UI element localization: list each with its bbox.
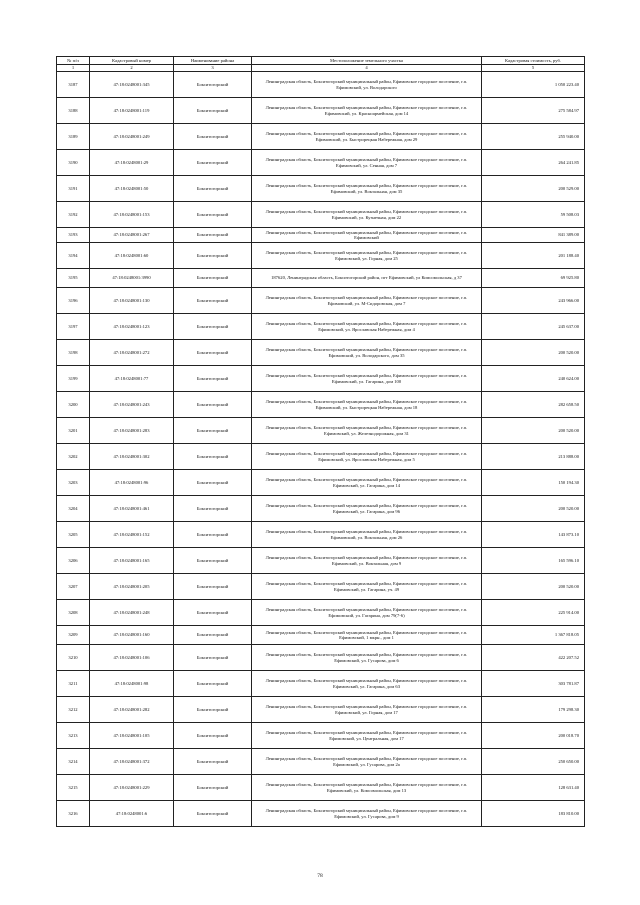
cadastral-number: 47:18:0248001:119 [90,98,174,124]
parcel-location: Ленинградская область, Бокситогорский муниципальный район, Ефимовское городское поселение, г.п. Ефимовский, ул. Гагарина, дом 79(7-6) [252,600,482,626]
district-name: Бокситогорский [174,150,252,176]
row-number: 3205 [57,522,90,548]
district-name: Бокситогорский [174,72,252,98]
cadastral-number: 47:18:0248001:123 [90,314,174,340]
cadastral-value: 200 529.00 [482,176,585,202]
row-number: 3196 [57,288,90,314]
row-number: 3211 [57,671,90,697]
row-number: 3195 [57,269,90,288]
parcel-location: Ленинградская область, Бокситогорский муниципальный район, Ефимовское городское поселение, г.п. Ефимовский, ул. Железнодорожная, дом 31 [252,418,482,444]
cadastral-value: 282 658.50 [482,392,585,418]
row-number: 3202 [57,444,90,470]
table-row [57,366,585,392]
table-row [57,749,585,775]
cadastral-value-table [56,56,585,827]
table-row [57,775,585,801]
parcel-location: Ленинградская область, Бокситогорский муниципальный район, Ефимовское городское поселение, г.п. Ефимовский, ул. Гагарина, дом 63 [252,671,482,697]
page-number: 78 [317,873,323,879]
parcel-location: Ленинградская область, Бокситогорский муниципальный район, Ефимовское городское поселение, г.п. Ефимовский, ул. Красноармейская, дом 14 [252,98,482,124]
district-name: Бокситогорский [174,775,252,801]
district-name: Бокситогорский [174,124,252,150]
cadastral-number: 47:18:0248001:160 [90,626,174,645]
district-name: Бокситогорский [174,228,252,243]
parcel-location: Ленинградская область, Бокситогорский муниципальный район, Ефимовское городское поселение, г.п. Ефимовский, ул. Гагарина, дом 96 [252,496,482,522]
cadastral-number: 47:18:0248001:302 [90,444,174,470]
table-row [57,314,585,340]
parcel-location: Ленинградская область, Бокситогорский муниципальный район, Ефимовское городское поселение, г.п. Ефимовский, ул. Вокзальная, дом 9 [252,548,482,574]
district-name: Бокситогорский [174,626,252,645]
cadastral-value: 213 888.00 [482,444,585,470]
parcel-location: Ленинградская область, Бокситогорский муниципальный район, Ефимовское городское поселение, г.п. Ефимовский, ул. Володарского [252,72,482,98]
header-cadastral-number: Кадастровый номер [90,57,174,65]
parcel-location: Ленинградская область, Бокситогорский муниципальный район, Ефимовское городское поселение, г.п. Ефимовский, ул. Гусарова, дом 2а [252,749,482,775]
parcel-location: Ленинградская область, Бокситогорский муниципальный район, Ефимовское городское поселение, г.п. Ефимовский, ул. Горная, дом 17 [252,697,482,723]
cadastral-number: 47:18:0248001:60 [90,243,174,269]
cadastral-value: 255 940.00 [482,124,585,150]
parcel-location: Ленинградская область, Бокситогорский муниципальный район, Ефимовское городское поселение, г.п. Ефимовский, ул. Ярославская Набережная, дом 5 [252,444,482,470]
row-number: 3208 [57,600,90,626]
cadastral-value: 250 650.00 [482,749,585,775]
cadastral-number: 47:18:0248001:29 [90,150,174,176]
row-number: 3213 [57,723,90,749]
table-row [57,671,585,697]
parcel-location: Ленинградская область, Бокситогорский муниципальный район, Ефимовское городское поселение, г.п. Ефимовский, ул. Гагарина, дом 14 [252,470,482,496]
parcel-location: Ленинградская область, Бокситогорский муниципальный район, Ефимовское городское поселение, г.п. Ефимовский, ул. Ярославская Набережная, дом 4 [252,314,482,340]
row-number: 3216 [57,801,90,827]
column-number-3: 3 [174,65,252,72]
table-row [57,470,585,496]
parcel-location: Ленинградская область, Бокситогорский муниципальный район, Ефимовское городское поселение, г.п. Ефимовский, ул. Гусарова, дом 6 [252,645,482,671]
row-number: 3198 [57,340,90,366]
cadastral-number: 47:18:0248001:96 [90,470,174,496]
cadastral-value: 200 520.00 [482,574,585,600]
cadastral-value: 1 367 818.05 [482,626,585,645]
cadastral-value: 303 781.87 [482,671,585,697]
row-number: 3188 [57,98,90,124]
cadastral-number: 47:18:0248001:50 [90,176,174,202]
column-number-row [57,65,585,72]
row-number: 3201 [57,418,90,444]
cadastral-number: 47:18:0248001:153 [90,202,174,228]
table-row [57,98,585,124]
header-location: Местоположение земельного участка [252,57,482,65]
row-number: 3209 [57,626,90,645]
table-row [57,723,585,749]
row-number: 3190 [57,150,90,176]
row-number: 3215 [57,775,90,801]
header-district-name: Наименование района [174,57,252,65]
district-name: Бокситогорский [174,243,252,269]
table-row [57,600,585,626]
row-number: 3199 [57,366,90,392]
district-name: Бокситогорский [174,288,252,314]
cadastral-number: 47:18:0248001:372 [90,749,174,775]
parcel-location: 187620, Ленинградская область, Бокситогорский район, пгт Ефимовский, ул Комсомольская, д 37 [252,269,482,288]
cadastral-value: 200 018.70 [482,723,585,749]
cadastral-value: 225 914.00 [482,600,585,626]
cadastral-value: 240 624.00 [482,366,585,392]
table-row [57,124,585,150]
table-row [57,645,585,671]
row-number: 3206 [57,548,90,574]
district-name: Бокситогорский [174,470,252,496]
cadastral-value: 243 966.00 [482,288,585,314]
district-name: Бокситогорский [174,671,252,697]
cadastral-value: 128 631.40 [482,775,585,801]
cadastral-value: 200 520.00 [482,496,585,522]
cadastral-number: 47:18:0248001:243 [90,392,174,418]
row-number: 3193 [57,228,90,243]
cadastral-value: 245 637.00 [482,314,585,340]
row-number: 3191 [57,176,90,202]
district-name: Бокситогорский [174,801,252,827]
table-row [57,626,585,645]
cadastral-value: 183 810.00 [482,801,585,827]
district-name: Бокситогорский [174,574,252,600]
row-number: 3210 [57,645,90,671]
table-row [57,392,585,418]
cadastral-number: 47:18:0248001:267 [90,228,174,243]
district-name: Бокситогорский [174,366,252,392]
cadastral-number: 47:18:0248001:345 [90,72,174,98]
cadastral-number: 47:18:0248001:106 [90,645,174,671]
cadastral-number: 47:18:0248001:6 [90,801,174,827]
table-row [57,243,585,269]
cadastral-value: 200 520.00 [482,340,585,366]
parcel-location: Ленинградская область, Бокситогорский муниципальный район, Ефимовское городское поселение, г.п. Ефимовский, ул. Центральная, дом 17 [252,723,482,749]
district-name: Бокситогорский [174,522,252,548]
header-row [57,57,585,65]
cadastral-number: 47:18:0248001:98 [90,671,174,697]
cadastral-value: 165 596.10 [482,548,585,574]
cadastral-value: 150 194.30 [482,470,585,496]
cadastral-value: 179 298.30 [482,697,585,723]
district-name: Бокситогорский [174,340,252,366]
row-number: 3214 [57,749,90,775]
cadastral-value: 143 873.10 [482,522,585,548]
cadastral-value: 422 207.52 [482,645,585,671]
cadastral-number: 47:18:0248001:165 [90,548,174,574]
table-row [57,444,585,470]
cadastral-value: 201 188.40 [482,243,585,269]
cadastral-number: 47:18:0248001:461 [90,496,174,522]
district-name: Бокситогорский [174,645,252,671]
table-row [57,496,585,522]
cadastral-number: 47:18:0248001:130 [90,288,174,314]
row-number: 3212 [57,697,90,723]
cadastral-value: 69 925.80 [482,269,585,288]
parcel-location: Ленинградская область, Бокситогорский муниципальный район, Ефимовское городское поселение, г.п. Ефимовский, ул. Гагарина, дом 100 [252,366,482,392]
parcel-location: Ленинградская область, Бокситогорский муниципальный район, Ефимовское городское поселение, г.п. Ефимовский, 1 мкрн., дом 1 [252,626,482,645]
cadastral-value: 200 520.00 [482,418,585,444]
district-name: Бокситогорский [174,600,252,626]
cadastral-value: 1 050 223.40 [482,72,585,98]
column-number-2: 2 [90,65,174,72]
cadastral-number: 47:18:0248001:152 [90,522,174,548]
district-name: Бокситогорский [174,723,252,749]
table-row [57,522,585,548]
table-row [57,288,585,314]
row-number: 3197 [57,314,90,340]
row-number: 3189 [57,124,90,150]
header-number: № п/п [57,57,90,65]
table-row [57,228,585,243]
cadastral-value: 59 508.03 [482,202,585,228]
table-row [57,697,585,723]
cadastral-number: 47:18:0248001:272 [90,340,174,366]
district-name: Бокситогорский [174,418,252,444]
table-row [57,801,585,827]
table-row [57,150,585,176]
district-name: Бокситогорский [174,392,252,418]
cadastral-number: 47:18:0248001:282 [90,697,174,723]
column-number-5: 5 [482,65,585,72]
district-name: Бокситогорский [174,269,252,288]
parcel-location: Ленинградская область, Бокситогорский муниципальный район, Ефимовское городское поселение, г.п. Ефимовский, ул. Володарского, дом 35 [252,340,482,366]
parcel-location: Ленинградская область, Бокситогорский муниципальный район, Ефимовское городское поселение, г.п. Ефимовский, ул. Гусарова, дом 9 [252,801,482,827]
row-number: 3207 [57,574,90,600]
cadastral-number: 47:18:0248001:105 [90,723,174,749]
parcel-location: Ленинградская область, Бокситогорский муниципальный район, Ефимовское городское поселение, г.п. Ефимовский, ул. Горная, дом 25 [252,243,482,269]
parcel-location: Ленинградская область, Бокситогорский муниципальный район, Ефимовское городское поселение, г.п. Ефимовский, ул. Кузнечная, дом 22 [252,202,482,228]
column-number-4: 4 [252,65,482,72]
row-number: 3204 [57,496,90,522]
cadastral-value: 841 389.00 [482,228,585,243]
table-row [57,72,585,98]
parcel-location: Ленинградская область, Бокситогорский муниципальный район, Ефимовское городское поселение, г.п. Ефимовский, ул. Сенная, дом 7 [252,150,482,176]
parcel-location: Ленинградская область, Бокситогорский муниципальный район, Ефимовское городское поселение, г.п. Ефимовский, ул. Гагарина, уч. 49 [252,574,482,600]
district-name: Бокситогорский [174,202,252,228]
district-name: Бокситогорский [174,314,252,340]
table-row [57,548,585,574]
cadastral-number: 47:18:0248001:3990 [90,269,174,288]
table-body [57,72,585,827]
district-name: Бокситогорский [174,98,252,124]
cadastral-number: 47:18:0248001:249 [90,124,174,150]
cadastral-number: 47:18:0248001:77 [90,366,174,392]
parcel-location: Ленинградская область, Бокситогорский муниципальный район, Ефимовское городское поселение, г.п. Ефимовский, ул. Быстрорецкая Набережная, дом 18 [252,392,482,418]
cadastral-number: 47:18:0248001:229 [90,775,174,801]
row-number: 3194 [57,243,90,269]
table-row [57,202,585,228]
district-name: Бокситогорский [174,496,252,522]
district-name: Бокситогорский [174,176,252,202]
cadastral-value: 275 584.97 [482,98,585,124]
row-number: 3203 [57,470,90,496]
district-name: Бокситогорский [174,749,252,775]
table-row [57,418,585,444]
row-number: 3187 [57,72,90,98]
district-name: Бокситогорский [174,548,252,574]
table-row [57,176,585,202]
header-cadastral-value: Кадастровая стоимость, руб. [482,57,585,65]
parcel-location: Ленинградская область, Бокситогорский муниципальный район, Ефимовское городское поселение, г.п. Ефимовский, ул. Быстрорецкая Набережная, дом 29 [252,124,482,150]
district-name: Бокситогорский [174,444,252,470]
parcel-location: Ленинградская область, Бокситогорский муниципальный район, Ефимовское городское поселение, г.п. Ефимовский, ул. М-Сидоровская, дом 7 [252,288,482,314]
cadastral-number: 47:18:0248001:248 [90,600,174,626]
parcel-location: Ленинградская область, Бокситогорский муниципальный район, Ефимовское городское поселение, г.п. Ефимовский, ул. Комсомольская, дом 13 [252,775,482,801]
row-number: 3200 [57,392,90,418]
parcel-location: Ленинградская область, Бокситогорский муниципальный район, Ефимовское городское поселение, г.п. Ефимовский [252,228,482,243]
district-name: Бокситогорский [174,697,252,723]
column-number-1: 1 [57,65,90,72]
table-row [57,269,585,288]
cadastral-number: 47:18:0248001:205 [90,574,174,600]
row-number: 3192 [57,202,90,228]
parcel-location: Ленинградская область, Бокситогорский муниципальный район, Ефимовское городское поселение, г.п. Ефимовский, ул. Вокзальная, дом 26 [252,522,482,548]
cadastral-value: 264 241.85 [482,150,585,176]
parcel-location: Ленинградская область, Бокситогорский муниципальный район, Ефимовское городское поселение, г.п. Ефимовский, ул. Вокзальная, дом 35 [252,176,482,202]
table-row [57,574,585,600]
cadastral-number: 47:18:0248001:283 [90,418,174,444]
table-row [57,340,585,366]
